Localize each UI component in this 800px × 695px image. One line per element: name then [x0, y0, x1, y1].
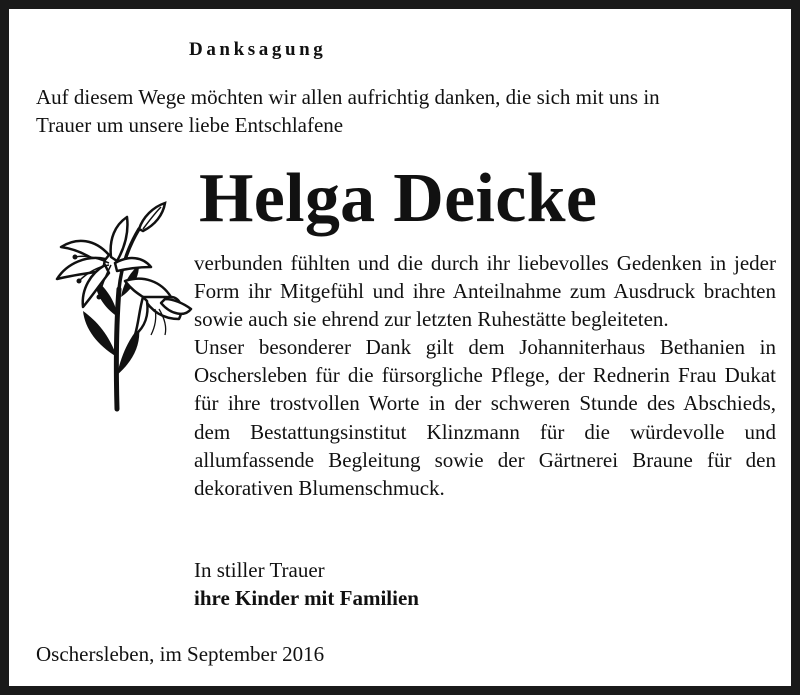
- paragraph-thanks: verbunden fühlten und die durch ihr liebevolles Gedenken in jeder Form ihr Mitgefühl und ihre Anteilnahme zum Ausdruck brachten sowie auch sie ehrend zur letzten Ruhestätte begleiteten.: [194, 251, 776, 332]
- place-date: Oschersleben, im September 2016: [36, 642, 325, 666]
- notice-heading: Danksagung: [189, 39, 327, 60]
- intro-text: [36, 83, 776, 139]
- closing-block: [194, 556, 419, 612]
- signature: ihre Kinder mit Familien: [194, 586, 419, 610]
- closing-line: In stiller Trauer: [194, 558, 325, 582]
- deceased-name: Helga Deicke: [199, 160, 598, 237]
- intro-line-1: Auf diesem Wege möchten wir allen aufrichtig danken, die sich mit uns in: [36, 85, 660, 109]
- lily-icon: [39, 197, 194, 412]
- body-text: [194, 249, 776, 502]
- intro-line-2: Trauer um unsere liebe Entschlafene: [36, 113, 344, 137]
- paragraph-special-thanks: Unser besonderer Dank gilt dem Johanniterhaus Bethanien in Oschersleben für die fürsorgliche Pflege, der Rednerin Frau Dukat für ihre trostvollen Worte in der schweren Stunde des Abschieds, dem Bestattungsinstitut Klinzmann für die würdevolle und allumfassende Begleitung sowie der Gärtnerei Braune für den dekorativen Blumenschmuck.: [194, 335, 776, 500]
